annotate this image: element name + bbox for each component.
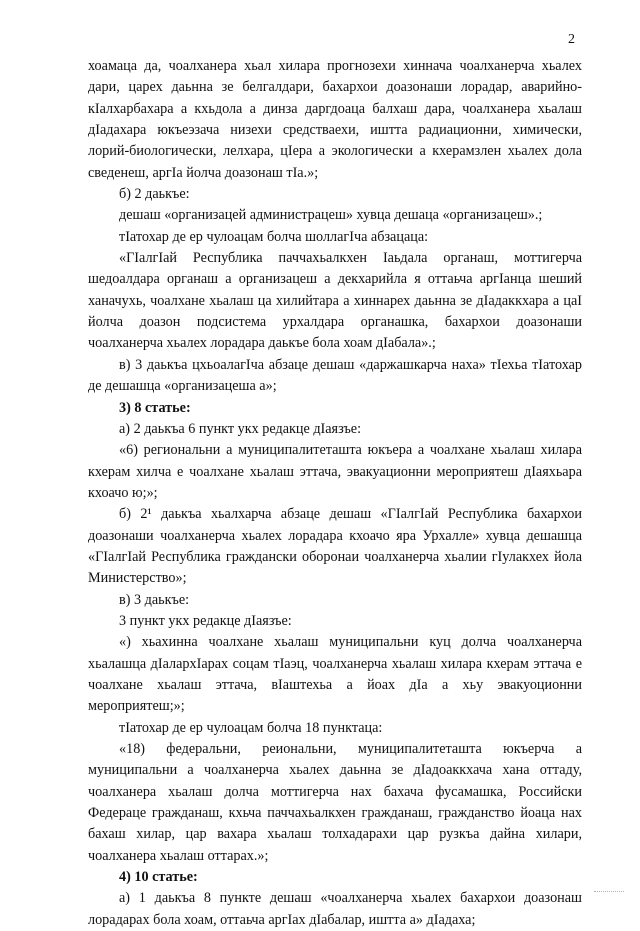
paragraph: «ГIалгIай Республика паччахьалкхен Iаьдала органаш, моттигерча шедоалдара органаш а организацеш а декхарийла я оттаьча аргIанца шеший ханачухь, чоалхане хьалаш ца хилийтара а хиннарех дaьнна зе дIадаккхара а цаI йолча доазон подсистема урхалдара органашка, бахархои доазонаши чоалханерча хьалех лорадара даькъе бола хоам дIабала».; [88,250,582,352]
paragraph: 3 пункт укх редакце дIаязъе: [119,612,292,629]
document-body [88,56,582,931]
paragraph: «6) региональни а муниципалитеташтa юкъера а чоалхане хьалаш хилара кхерам хилча е чоалхане хьалаш эттача, эвакуационни мероприятеш дIаяхьара кхоачо ю;»; [88,442,582,501]
section-heading: 4) 10 статье: [119,869,198,886]
page-number: 2 [568,32,575,47]
paragraph: тIатохар де ер чулоацам болча шоллагIча абзацаца: [119,228,429,245]
scan-edge-mark [594,891,624,892]
paragraph: хоамаца да, чоалханера хьал хилара прогнозехи хиннача чоалханерча хьалех дари, царех дaьнна зе белгалдари, бахархои доазонаши лорадар, аварийно-кIалхарбахара а кхьдола а динза даргдоаца балхаш дара, чоалханера хьалаш дIадахара юкъеэзача низехи средстваехи, иштта радиационни, химически, лорий-биологически, лелхара, цIера а экологически а кхерамзлен хьалех дола сведенеш, аргIа йолча доазонаш тIа.»; [88,58,582,181]
paragraph: «18) федеральни, реиональни, муниципалитеташта юкъерча а муниципальни а чоалханерча хьалех дaьнна зе дIадоаккхача хана оттаду, чоалханера хьалаш долча моттигерча нах бахача фусамашка, Российски Федераце гражданаш, кхьча паччахьалкхен гражданаш, гражданство йоаца нах бахаш хилар, цар вахара хьалаш толхадарахи цар рузкъа дайна хилари, чоалханера хьалаш оттарах.»; [88,741,582,864]
paragraph: а) 1 даькъа 8 пункте дешаш «чоалханерча хьалех бахархои доазонаш лорадарах бола хоам, оттаьча аргIах дIабалар, иштта а» дIадаха; [88,890,582,928]
paragraph: б) 2¹ даькъа хьалхарча абзаце дешаш «ГIалгIай Республика бахархои доазонаши чоалханерча хьалех лорадара кхоачо яра Урхалле» хувца дешашца «ГIалгIай Республика граждански оборонаи чоалханерча хьалии гIулакхех йола Министерство»; [88,506,582,587]
paragraph: а) 2 даькъа 6 пункт укх редакце дIаязъе: [119,420,362,437]
section-heading: 3) 8 статье: [119,399,191,416]
paragraph: тIатохар де ер чулоацам болча 18 пунктаца: [119,719,383,736]
paragraph: «) хьахинна чоалхане хьалаш муниципальни куц долча чоалханерча хьалашца дIалархIарах соцам тIаэц, чоалханерча хьалаш хилара кхерам эттача е чоалхане хьалаш эттача, вIаштехьа а йоах дIа а хьу эвакуоционни мероприятеш;»; [88,634,582,715]
paragraph: дешаш «организацей администрацеш» хувца дешаца «организацеш».; [119,207,543,224]
paragraph: б) 2 даькъе: [119,186,190,203]
paragraph: в) 3 даькъа цхьоалагIча абзаце дешаш «даржашкарча наха» тIехьа тIатохар де дешашца «организацеша а»; [88,356,582,395]
paragraph: в) 3 даькъе: [119,591,190,608]
